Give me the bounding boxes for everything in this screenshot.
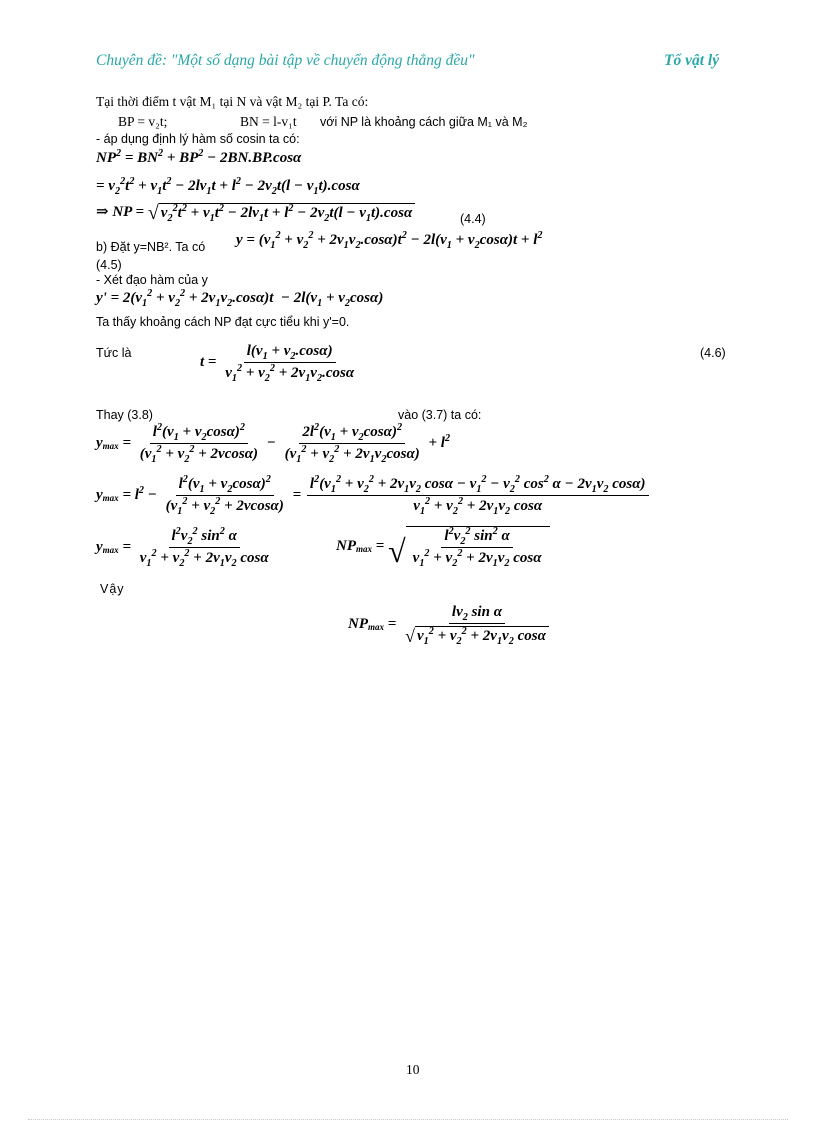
footer-divider: [28, 1119, 788, 1120]
text-vay: Vậy: [100, 582, 125, 596]
text-vao: vào (3.7) ta có:: [398, 408, 482, 422]
text-minimum: Ta thấy khoảng cách NP đạt cực tiểu khi y'=0.: [96, 315, 350, 329]
text-derivative: - Xét đạo hàm của y: [96, 273, 208, 287]
page-number: 10: [406, 1062, 420, 1077]
text-bp: BP = v₂t;: [118, 114, 168, 129]
text-cosine-rule: - áp dụng định lý hàm số cosin ta có:: [96, 132, 300, 146]
text-line-1: Tại thời điểm t vật M₁ tại N và vật M₂ tại P. Ta có:: [96, 94, 369, 109]
text-bn: BN = l-v₁t: [240, 114, 297, 129]
equation-npmax-final: NPmax = $lv_2$ sin α √ $v_1^2 + v_2^2 + 2v_1v_2$ cosα: [348, 604, 554, 645]
equation-number-4-6: (4.6): [700, 346, 726, 360]
equation-np: ⇒ NP = √ $v_2^2t^2 + v_1t^2 - 2lv_1t + l^2 - 2v_2t(l - v_1t).\cos\alpha$: [96, 202, 415, 223]
equation-ymax-2: $ymax = l^2$ − $\frac{l^2(v_1 + v_2\cos\alpha)^2}{(v_1^2 + v_2^2 + 2vcos\alpha)}$ = $\frac{l^2(v_1^2 + v_2^2 + 2v_1v_2 \cos\alpha - v_1^2 - v_2^2 \cos^2 \alpha - 2v_1v_2 \cos\alpha)}{v_1^2 + v_2^2 + 2v_1v_2 \cos\alpha}$: [96, 476, 651, 515]
equation-ymax-1: ymax = $\frac{l^2(v_1 + v_2\cos\alpha)^2}{(v_1^2 + v_2^2 + 2vcos\alpha)}$ − $\frac{2l^2(v_1 + v_2\cos\alpha)^2}{(v_1^2 + v_2^2 + 2v_1v_2\cos\alpha)}$ + $l^2$: [96, 422, 451, 465]
equation-y: $y = (v_1^2 + v_2^2 + 2v_1v_2.\cos\alpha)t^2 - 2l(v_1 + v_2\cos\alpha)t + l^2$: [236, 230, 543, 251]
text-thay: Thay (3.8): [96, 408, 153, 422]
equation-number-4-4: (4.4): [460, 212, 486, 226]
equation-t: t = $\frac{l(v_1 + v_2.\cos\alpha)}{v_1^2 + v_2^2 + 2v_1v_2.\cos\alpha}$: [200, 343, 355, 384]
equation-y-prime: $y' = 2(v_1^2 + v_2^2 + 2v_1v_2.\cos\alpha)t - 2l(v_1 + v_2\cos\alpha)$: [96, 288, 384, 309]
equation-npmax-sqrt: NPmax = √ $\frac{l^2v_2^2 \sin^2 \alpha}{v_1^2 + v_2^2 + 2v_1v_2 \cos\alpha}$: [336, 526, 550, 567]
text-part-b: b) Đặt y=NB². Ta có: [96, 240, 206, 254]
equation-np-squared: $NP^2 = BN^2 + BP^2 - 2BN.BP.\cos\alpha$: [96, 148, 302, 166]
text-tuc-la: Tức là: [96, 346, 132, 360]
header-section: Tổ vật lý: [664, 52, 720, 69]
text-np-desc: với NP là khoảng cách giữa M₁ và M₂: [320, 115, 528, 129]
equation-expanded: = $v_2^2t^2 + v_1t^2 - 2lv_1t + l^2 - 2v_2t(l - v_1t).\cos\alpha$: [96, 176, 360, 197]
equation-number-4-5: (4.5): [96, 258, 122, 272]
equation-ymax-3: ymax = $\frac{l^2v_2^2 \sin^2 \alpha}{v_1^2 + v_2^2 + 2v_1v_2 \cos\alpha}$: [96, 526, 269, 569]
header-title: Chuyên đề: "Một số dạng bài tập về chuyển động thẳng đều": [96, 52, 475, 69]
